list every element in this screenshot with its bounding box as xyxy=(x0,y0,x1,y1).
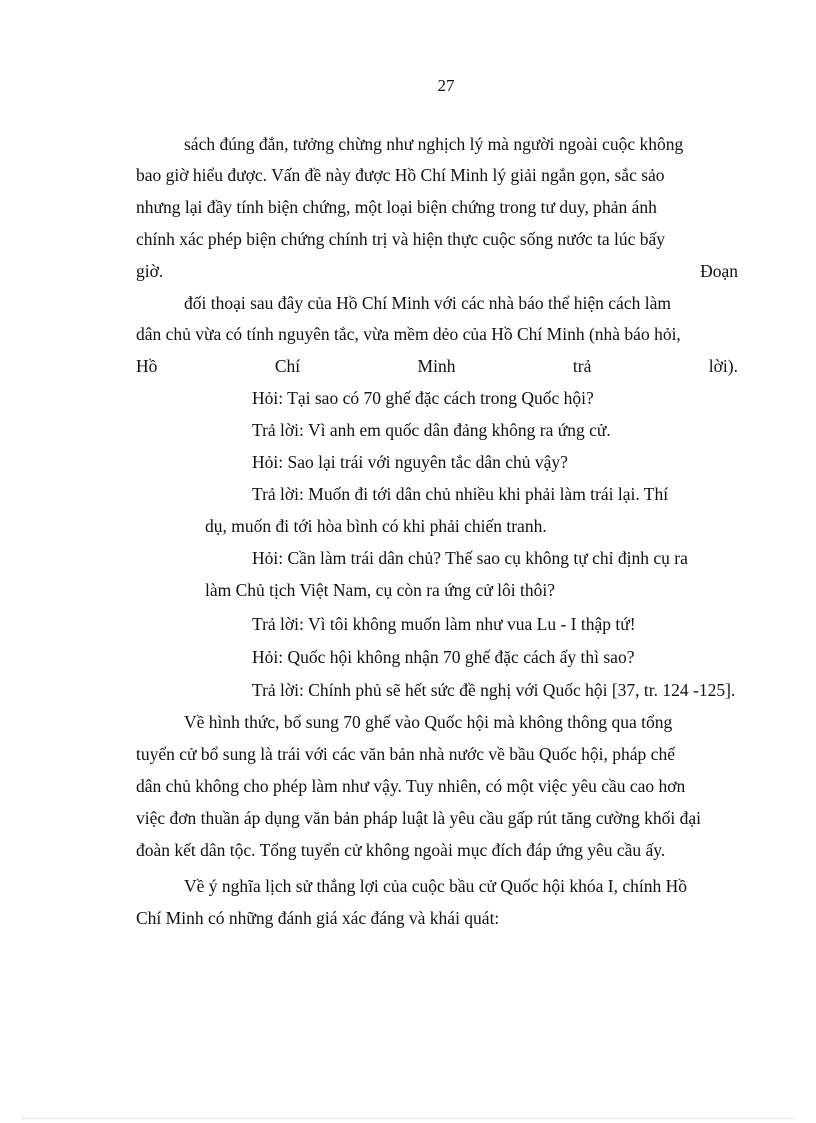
dialogue-line: Trả lời: Vì anh em quốc dân đảng không ra ứng cử. xyxy=(252,420,611,440)
text-line: việc đơn thuần áp dụng văn bản pháp luật là yêu cầu gấp rút tăng cường khối đại xyxy=(136,808,701,828)
text-word: trả xyxy=(572,356,592,376)
dialogue-line: Trả lời: Muốn đi tới dân chủ nhiều khi phải làm trái lại. Thí xyxy=(252,484,669,504)
text-line: nhưng lại đầy tính biện chứng, một loại biện chứng trong tư duy, phản ánh xyxy=(136,197,657,217)
text-line: chính xác phép biện chứng chính trị và hiện thực cuộc sống nước ta lúc bấy xyxy=(136,229,666,249)
text-line: dân chủ không cho phép làm như vậy. Tuy nhiên, có một việc yêu cầu cao hơn xyxy=(136,776,686,796)
text-line: đối thoại sau đây của Hồ Chí Minh với các nhà báo thể hiện cách làm xyxy=(184,293,671,313)
dialogue-line: dụ, muốn đi tới hòa bình có khi phải chiến tranh. xyxy=(205,516,547,536)
dialogue-line: Hỏi: Sao lại trái với nguyên tắc dân chủ vậy? xyxy=(252,452,568,472)
page-bottom-rule xyxy=(22,1118,794,1119)
text-word: giờ. xyxy=(136,261,164,281)
text-line: dân chủ vừa có tính nguyên tắc, vừa mềm dẻo của Hồ Chí Minh (nhà báo hỏi, xyxy=(136,324,681,344)
text-word: Hồ xyxy=(136,356,158,376)
dialogue-line: Trả lời: Chính phủ sẽ hết sức đề nghị với Quốc hội [37, tr. 124 -125]. xyxy=(252,680,736,700)
dialogue-line: Hỏi: Quốc hội không nhận 70 ghế đặc cách ấy thì sao? xyxy=(252,647,635,667)
text-line: tuyển cử bổ sung là trái với các văn bản nhà nước về bầu Quốc hội, pháp chế xyxy=(136,744,675,764)
text-line xyxy=(136,356,738,378)
text-word: lời). xyxy=(708,356,738,376)
text-line: Chí Minh có những đánh giá xác đáng và khái quát: xyxy=(136,908,500,928)
text-word: Đoạn xyxy=(700,261,738,281)
text-word: Minh xyxy=(417,356,456,376)
page-number: 27 xyxy=(437,76,455,95)
dialogue-line: Hỏi: Cần làm trái dân chủ? Thế sao cụ không tự chỉ định cụ ra xyxy=(252,548,688,568)
text-word: Chí xyxy=(274,356,301,376)
text-line: bao giờ hiểu được. Vấn đề này được Hồ Chí Minh lý giải ngắn gọn, sắc sảo xyxy=(136,165,665,185)
text-line: sách đúng đắn, tưởng chừng như nghịch lý mà người ngoài cuộc không xyxy=(184,134,684,154)
dialogue-line: làm Chủ tịch Việt Nam, cụ còn ra ứng cử lôi thôi? xyxy=(205,580,556,600)
text-line xyxy=(136,261,738,283)
text-line: đoàn kết dân tộc. Tổng tuyển cử không ngoài mục đích đáp ứng yêu cầu ấy. xyxy=(136,840,666,860)
text-line: Về ý nghĩa lịch sử thắng lợi của cuộc bầu cử Quốc hội khóa I, chính Hồ xyxy=(184,876,688,896)
dialogue-line: Trả lời: Vì tôi không muốn làm như vua Lu - I thập tứ! xyxy=(252,614,636,634)
text-line: Về hình thức, bổ sung 70 ghế vào Quốc hội mà không thông qua tổng xyxy=(184,712,673,732)
dialogue-line: Hỏi: Tại sao có 70 ghế đặc cách trong Quốc hội? xyxy=(252,388,594,408)
